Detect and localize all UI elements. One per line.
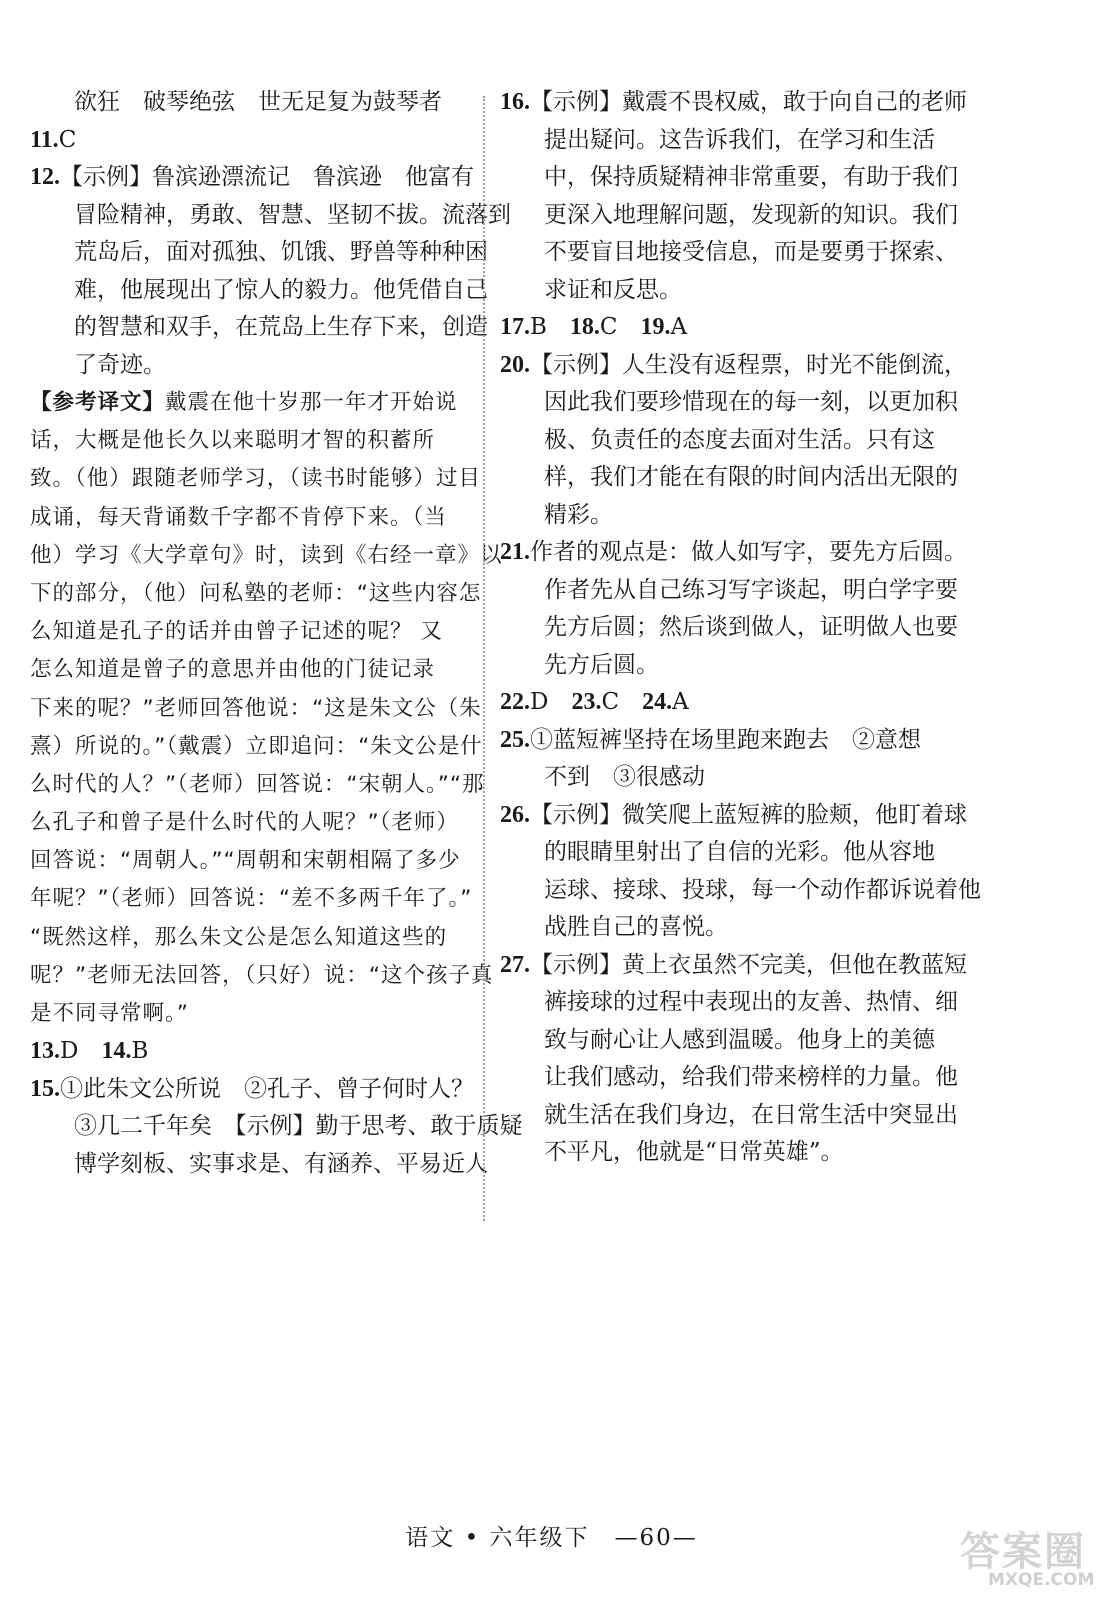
answer-line <box>30 197 511 235</box>
answer-text: 致与耐心让人感到温暖。他身上的美德 <box>544 1026 935 1053</box>
question-number: 18. <box>569 314 600 340</box>
answer-line <box>500 84 967 122</box>
translation-line <box>30 384 480 422</box>
answer-line <box>500 347 967 385</box>
translation-line <box>30 804 480 842</box>
answer-text: 先方后圆；然后谈到做人，证明做人也要 <box>544 614 958 640</box>
answer-text: 的眼睛里射出了自信的光彩。他从容地 <box>544 839 935 865</box>
translation-text: 致。（他）跟随老师学习，（读书时能够）过目 <box>30 466 482 492</box>
answer-text: 让我们感动，给我们带来榜样的力量。他 <box>544 1064 958 1090</box>
answer-text: B <box>131 1038 149 1065</box>
answer-text: 不要盲目地接受信息，而是要勇于探索、 <box>544 239 958 265</box>
translation-line <box>30 422 480 460</box>
answer-text: A <box>672 689 689 715</box>
answer-text: 就生活在我们身边，在日常生活中突显出 <box>544 1101 958 1128</box>
question-number: 16. <box>500 89 530 115</box>
answer-line <box>500 459 958 497</box>
answer-line <box>500 647 950 685</box>
answer-text: 求证和反思。 <box>544 276 682 303</box>
translation-line <box>30 613 480 651</box>
answer-text: 【示例】黄上衣虽然不完美，但他在教蓝短 <box>530 951 967 978</box>
answer-text: C <box>599 314 641 340</box>
answer-text: 更深入地理解问题，发现新的知识。我们 <box>544 201 958 228</box>
translation-line <box>30 842 480 880</box>
answer-line <box>500 834 950 872</box>
translation-text: 怎么知道是曾子的意思并由他的门徒记录 <box>30 657 436 683</box>
answer-line <box>500 272 950 310</box>
answer-line <box>500 384 958 422</box>
answer-line <box>500 1097 958 1135</box>
answer-line <box>500 1022 950 1060</box>
answer-line <box>30 347 480 385</box>
translation-line <box>30 880 480 918</box>
answer-line <box>30 84 480 122</box>
answer-text: 作者先从自己练习写字谈起，明白学字要 <box>544 576 958 603</box>
answer-text: 了奇迹。 <box>74 351 166 378</box>
question-number: 21. <box>500 539 530 565</box>
translation-line <box>30 537 503 575</box>
answer-line <box>30 122 480 160</box>
answer-line <box>30 1108 523 1146</box>
answer-text: 提出疑问。这告诉我们，在学习和生活 <box>544 126 935 153</box>
question-number: 25. <box>500 726 530 753</box>
answer-text: D <box>60 1038 102 1065</box>
question-number: 27. <box>500 951 530 978</box>
answer-text: 欲狂 破琴绝弦 世无足复为鼓琴者 <box>74 89 442 115</box>
answer-text: 不平凡，他就是“日常英雄”。 <box>544 1139 844 1165</box>
answer-line <box>500 122 950 160</box>
left-answers-top <box>30 84 511 384</box>
question-number: 22. <box>500 689 530 715</box>
column-divider <box>483 96 485 1221</box>
answer-line <box>500 1059 958 1097</box>
translation-text: 是不同寻常啊。” <box>30 1001 189 1026</box>
reference-translation <box>30 384 503 1033</box>
answer-text: 极、负责任的态度去面对生活。只有这 <box>544 426 935 453</box>
answer-text: 【示例】人生没有返程票，时光不能倒流， <box>530 351 967 378</box>
answer-line <box>30 159 480 197</box>
question-number: 24. <box>642 689 673 715</box>
answer-text: 精彩。 <box>544 501 613 528</box>
answer-line <box>500 1134 950 1172</box>
translation-text: 回答说：“周朝人。”“周朝和宋朝相隔了多少 <box>30 848 461 874</box>
watermark-logo-text: 答案圈 <box>960 1529 1086 1575</box>
answer-line <box>30 309 488 347</box>
question-number: 20. <box>500 351 530 378</box>
answer-text: ①蓝短裤坚持在场里跑来跑去 ②意想 <box>530 726 921 753</box>
answer-text: 博学刻板、实事求是、有涵养、平易近人 <box>74 1150 488 1177</box>
answer-text: A <box>670 314 688 340</box>
left-answers-bottom <box>30 1033 523 1183</box>
question-number: 15. <box>30 1075 60 1102</box>
answer-line <box>500 159 958 197</box>
answer-line <box>500 909 950 947</box>
answer-text: 冒险精神，勇敢、智慧、坚韧不拔。流落到 <box>74 201 511 228</box>
answer-text: 难，他展现出了惊人的毅力。他凭借自己 <box>74 276 488 303</box>
watermark-url: MXQE.COM <box>988 1570 1095 1590</box>
translation-line <box>30 651 480 689</box>
answer-line <box>500 422 950 460</box>
answer-line <box>500 309 950 347</box>
translation-line <box>30 690 480 728</box>
answer-line <box>30 1033 480 1071</box>
answer-text: 战胜自己的喜悦。 <box>544 914 728 940</box>
answer-text: C <box>601 689 643 715</box>
answer-text: 样，我们才能在有限的时间内活出无限的 <box>544 464 958 490</box>
translation-text: “既然这样，那么朱文公是怎么知道这些的 <box>30 924 448 950</box>
translation-text: 下来的呢？”老师回答他说：“这是朱文公（朱 <box>30 695 482 721</box>
answer-text: ①此朱文公所说 ②孔子、曾子何时人？ <box>60 1075 474 1102</box>
answer-line <box>500 534 967 572</box>
translation-line <box>30 766 485 804</box>
answer-text: 先方后圆。 <box>544 651 659 678</box>
answer-text: 因此我们要珍惜现在的每一刻，以更加积 <box>544 389 958 415</box>
answer-line <box>500 984 958 1022</box>
answer-text: 中，保持质疑精神非常重要，有助于我们 <box>544 164 958 190</box>
right-column <box>500 84 981 1172</box>
translation-line <box>30 499 480 537</box>
answer-line <box>500 722 950 760</box>
answer-text: C <box>58 126 77 153</box>
answer-line <box>30 272 488 310</box>
answer-text: 【示例】戴震不畏权威，敢于向自己的老师 <box>530 89 967 115</box>
question-number: 14. <box>101 1038 132 1065</box>
answer-line <box>500 197 958 235</box>
answer-line <box>500 609 958 647</box>
answer-line <box>500 497 950 535</box>
answer-line <box>30 1071 480 1109</box>
answer-line <box>500 947 967 985</box>
answer-line <box>500 684 950 722</box>
answer-line <box>30 1146 488 1184</box>
answer-line <box>500 572 958 610</box>
translation-text: 戴震在他十岁那一年才开始说 <box>165 390 458 415</box>
translation-text: 下的部分，（他）问私塾的老师：“这些内容怎 <box>30 580 482 606</box>
question-number: 11. <box>30 126 59 153</box>
question-number: 12. <box>30 164 60 190</box>
translation-line <box>30 728 483 766</box>
translation-text: 熹）所说的。”（戴震）立即追问：“朱文公是什 <box>30 733 483 759</box>
page-footer: 语文 • 六年级下 —60— <box>405 1525 698 1551</box>
answer-line <box>500 797 967 835</box>
answer-text: 【示例】鲁滨逊漂流记 鲁滨逊 他富有 <box>60 164 474 190</box>
answer-text: D <box>530 689 572 715</box>
answer-text: 【示例】微笑爬上蓝短裤的脸颊，他盯着球 <box>530 801 967 828</box>
answer-text: 运球、接球、投球，每一个动作都诉说着他 <box>544 876 981 903</box>
translation-line <box>30 995 480 1033</box>
question-number: 19. <box>640 314 671 340</box>
translation-text: 么孔子和曾子是什么时代的人呢？”（老师） <box>30 810 459 836</box>
translation-line <box>30 575 480 613</box>
translation-text: 么知道是孔子的话并由曾子记述的呢？ 又 <box>30 619 443 645</box>
answer-text: 荒岛后，面对孤独、饥饿、野兽等种种困 <box>74 239 488 265</box>
answer-line <box>500 234 958 272</box>
answer-line <box>500 759 950 797</box>
question-number: 17. <box>500 314 530 340</box>
answer-text: 不到 ③很感动 <box>544 764 705 790</box>
answer-text: 裤接球的过程中表现出的友善、热情、细 <box>544 989 958 1015</box>
site-watermark <box>960 1520 1095 1595</box>
question-number: 13. <box>30 1038 60 1065</box>
translation-text: 么时代的人？”（老师）回答说：“宋朝人。”“那 <box>30 771 485 797</box>
translation-text: 他）学习《大学章句》时，读到《右经一章》以 <box>30 542 503 568</box>
answer-text: B <box>530 314 570 340</box>
translation-line <box>30 919 480 957</box>
answer-text: 作者的观点是：做人如写字，要先方后圆。 <box>530 539 967 565</box>
translation-line <box>30 460 480 498</box>
translation-text: 话，大概是他长久以来聪明才智的积蓄所 <box>30 428 436 454</box>
translation-text: 年呢？”（老师）回答说：“差不多两千年了。” <box>30 886 473 912</box>
question-number: 26. <box>500 801 530 828</box>
answer-text: ③几二千年矣 【示例】勤于思考、敢于质疑 <box>74 1113 523 1140</box>
answer-text: 的智慧和双手，在荒岛上生存下来，创造 <box>74 314 488 340</box>
translation-heading: 【参考译文】 <box>30 390 166 415</box>
question-number: 23. <box>571 689 602 715</box>
answer-line <box>500 872 981 910</box>
translation-text: 呢？”老师无法回答，（只好）说：“这个孩子真 <box>30 962 494 988</box>
translation-text: 成诵，每天背诵数千字都不肯停下来。（当 <box>30 504 447 530</box>
answer-line <box>30 234 488 272</box>
translation-line <box>30 957 494 995</box>
